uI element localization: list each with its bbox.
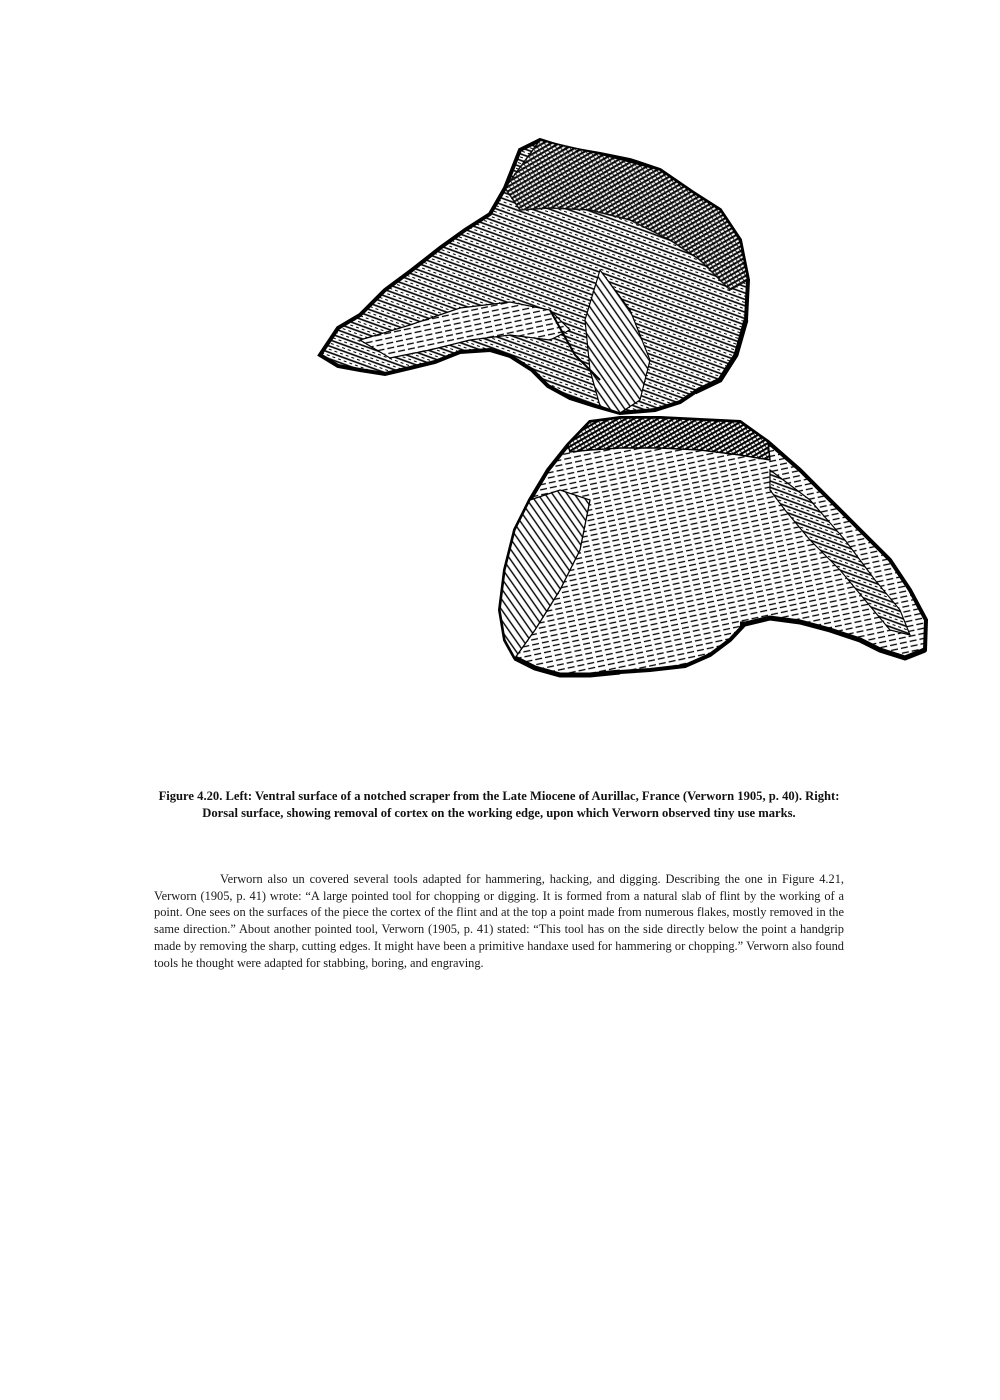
body-paragraph: Verworn also un covered several tools adapted for hammering, hacking, and digging. Describing the one in Figure 4.21, Verworn (1905, p. 41) wrote: “A large pointed tool for chopping or digging. It is formed from a natural slab of flint by the working of a point. One sees on the surfaces of the piece the cortex of the flint and at the top a point made from numerous flakes, mostly removed in the same direction.” About another pointed tool, Verworn (1905, p. 41) stated: “This tool has on the side directly below the point a handgrip made by removing the sharp, cutting edges. It might have been a primitive handaxe used for hammering or chopping.” Verworn also found tools he thought were adapted for stabbing, boring, and engraving. bbox=[154, 872, 844, 970]
figure-caption: Figure 4.20. Left: Ventral surface of a notched scraper from the Late Miocene of Aurillac, France (Verworn 1905, p. 40). Right: Dorsal surface, showing removal of cortex on the working edge, upon which Verworn observed tiny use marks. bbox=[158, 789, 840, 820]
notched-scraper-ventral bbox=[320, 140, 748, 413]
stone-tool-illustration bbox=[300, 130, 940, 690]
stone-tool-figure bbox=[300, 130, 940, 690]
notched-scraper-dorsal bbox=[500, 418, 926, 675]
